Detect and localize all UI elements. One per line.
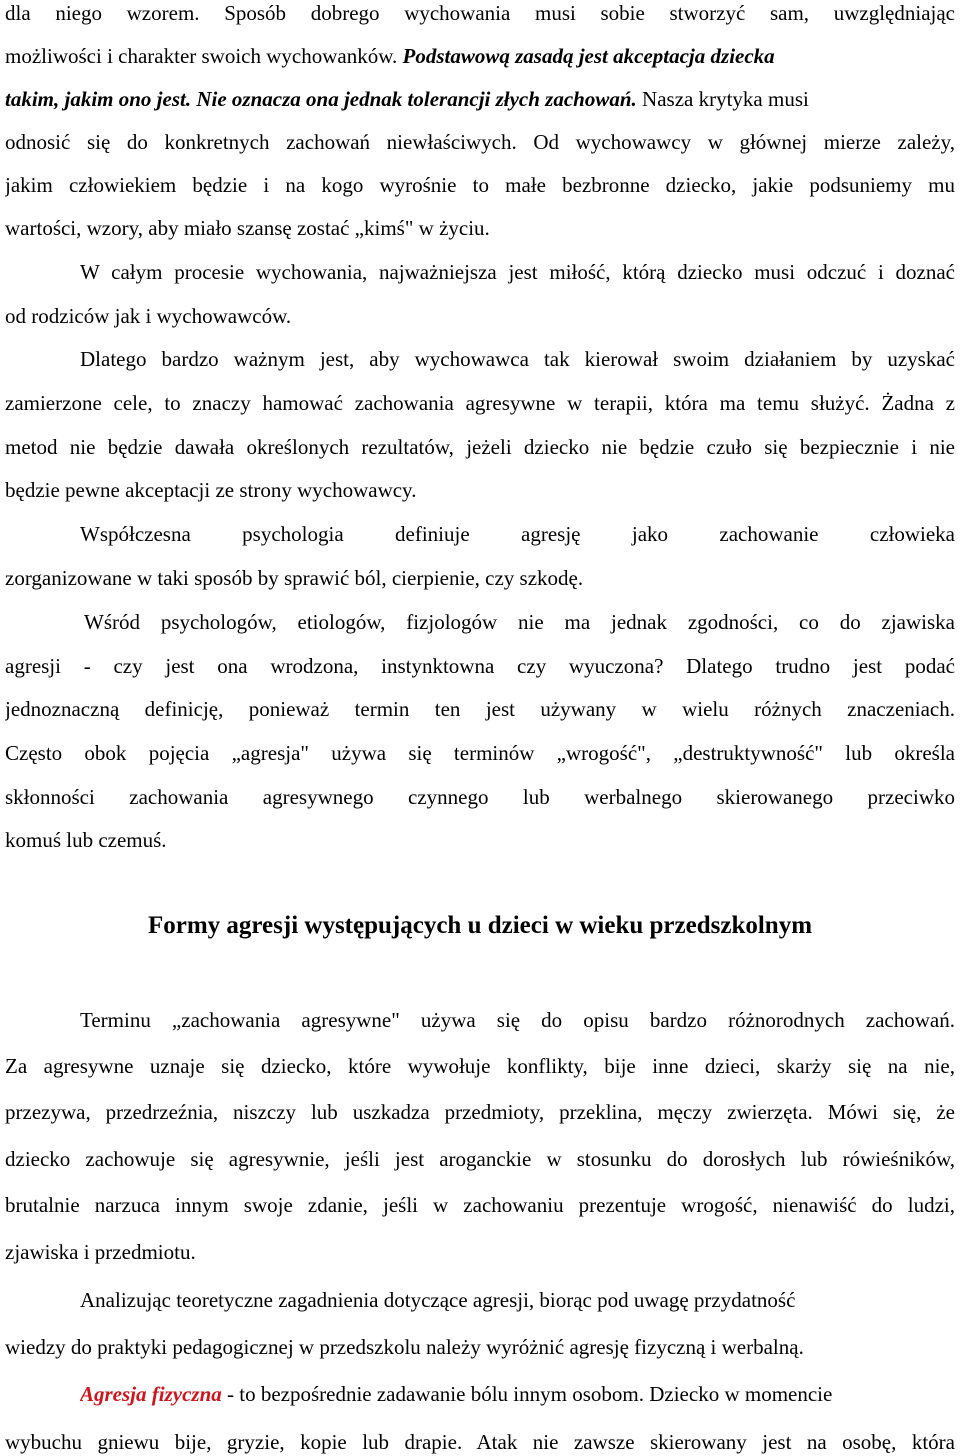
text-line: komuś lub czemuś. (5, 828, 167, 852)
text-line: Analizując teoretyczne zagadnienia dotyczące agresji, biorąc pod uwagę przydatność (80, 1288, 796, 1312)
text-line: metod nie będzie dawała określonych rezultatów, jeżeli dziecko nie będzie czuło się bezpiecznie i nie (5, 435, 955, 459)
text-line: agresji - czy jest ona wrodzona, instynktowna czy wyuczona? Dlatego trudno jest podać (5, 654, 955, 678)
text-line: jakim człowiekiem będzie i na kogo wyrośnie to małe bezbronne dziecko, jakie podsuniemy mu (5, 173, 955, 197)
text-line: Terminu „zachowania agresywne" używa się do opisu bardzo różnorodnych zachowań. (80, 1008, 955, 1032)
text-line: Często obok pojęcia „agresja" używa się terminów „wrogość", „destruktywność" lub określa (5, 741, 955, 765)
text-line: Za agresywne uznaje się dziecko, które wywołuje konflikty, bije inne dzieci, skarży się na nie, (5, 1054, 955, 1078)
text-line: brutalnie narzuca innym swoje zdanie, jeśli w zachowaniu prezentuje wrogość, nienawiść do ludzi, (5, 1193, 955, 1217)
text-line: wartości, wzory, aby miało szansę zostać „kimś" w życiu. (5, 216, 490, 240)
text-line: dla niego wzorem. Sposób dobrego wychowania musi sobie stworzyć sam, uwzględniając (5, 1, 955, 25)
emphasis-text: takim, jakim ono jest. Nie oznacza ona jednak tolerancji złych zachowań. (5, 87, 637, 111)
text-line (5, 85, 955, 113)
text-line: wybuchu gniewu bije, gryzie, kopie lub drapie. Atak nie zawsze skierowany jest na osobę, która (5, 1430, 955, 1454)
text-line: będzie pewne akceptacji ze strony wychowawcy. (5, 478, 417, 502)
text-segment: Nasza krytyka musi (642, 87, 809, 111)
text-line: wiedzy do praktyki pedagogicznej w przedszkolu należy wyróżnić agresję fizyczną i werbalną. (5, 1335, 804, 1359)
text-line: odnosić się do konkretnych zachowań niewłaściwych. Od wychowawcy w głównej mierze zależy, (5, 130, 955, 154)
text-line: przezywa, przedrzeźnia, niszczy lub uszkadza przedmioty, przeklina, męczy zwierzęta. Mówi się, że (5, 1100, 955, 1124)
text-line: zjawiska i przedmiotu. (5, 1240, 196, 1264)
text-line: jednoznaczną definicję, ponieważ termin ten jest używany w wielu różnych znaczeniach. (5, 697, 955, 721)
text-line: Wśród psychologów, etiologów, fizjologów nie ma jednak zgodności, co do zjawiska (84, 610, 955, 634)
text-line (5, 42, 955, 70)
text-line: Dlatego bardzo ważnym jest, aby wychowawca tak kierował swoim działaniem by uzyskać (80, 347, 955, 371)
text-line: Współczesna psychologia definiuje agresję jako zachowanie człowieka (80, 522, 955, 546)
text-segment: - to bezpośrednie zadawanie bólu innym osobom. Dziecko w momencie (221, 1382, 833, 1406)
text-line: skłonności zachowania agresywnego czynnego lub werbalnego skierowanego przeciwko (5, 785, 955, 809)
text-line (80, 1380, 955, 1408)
emphasis-text: Podstawową zasadą jest akceptacja dziecka (402, 44, 775, 68)
text-line: zorganizowane w taki sposób by sprawić ból, cierpienie, czy szkodę. (5, 566, 584, 590)
text-line: W całym procesie wychowania, najważniejsza jest miłość, którą dziecko musi odczuć i doznać (80, 260, 955, 284)
section-heading: Formy agresji występujących u dzieci w wieku przedszkolnym (147, 912, 813, 939)
defined-term: Agresja fizyczna (80, 1382, 222, 1406)
text-segment: możliwości i charakter swoich wychowanków. (5, 44, 398, 68)
text-line: zamierzone cele, to znaczy hamować zachowania agresywne w terapii, która ma temu służyć. Żadna z (5, 391, 955, 415)
text-line: dziecko zachowuje się agresywnie, jeśli jest aroganckie w stosunku do dorosłych lub rówieśników, (5, 1147, 955, 1171)
text-line: od rodziców jak i wychowawców. (5, 304, 292, 328)
